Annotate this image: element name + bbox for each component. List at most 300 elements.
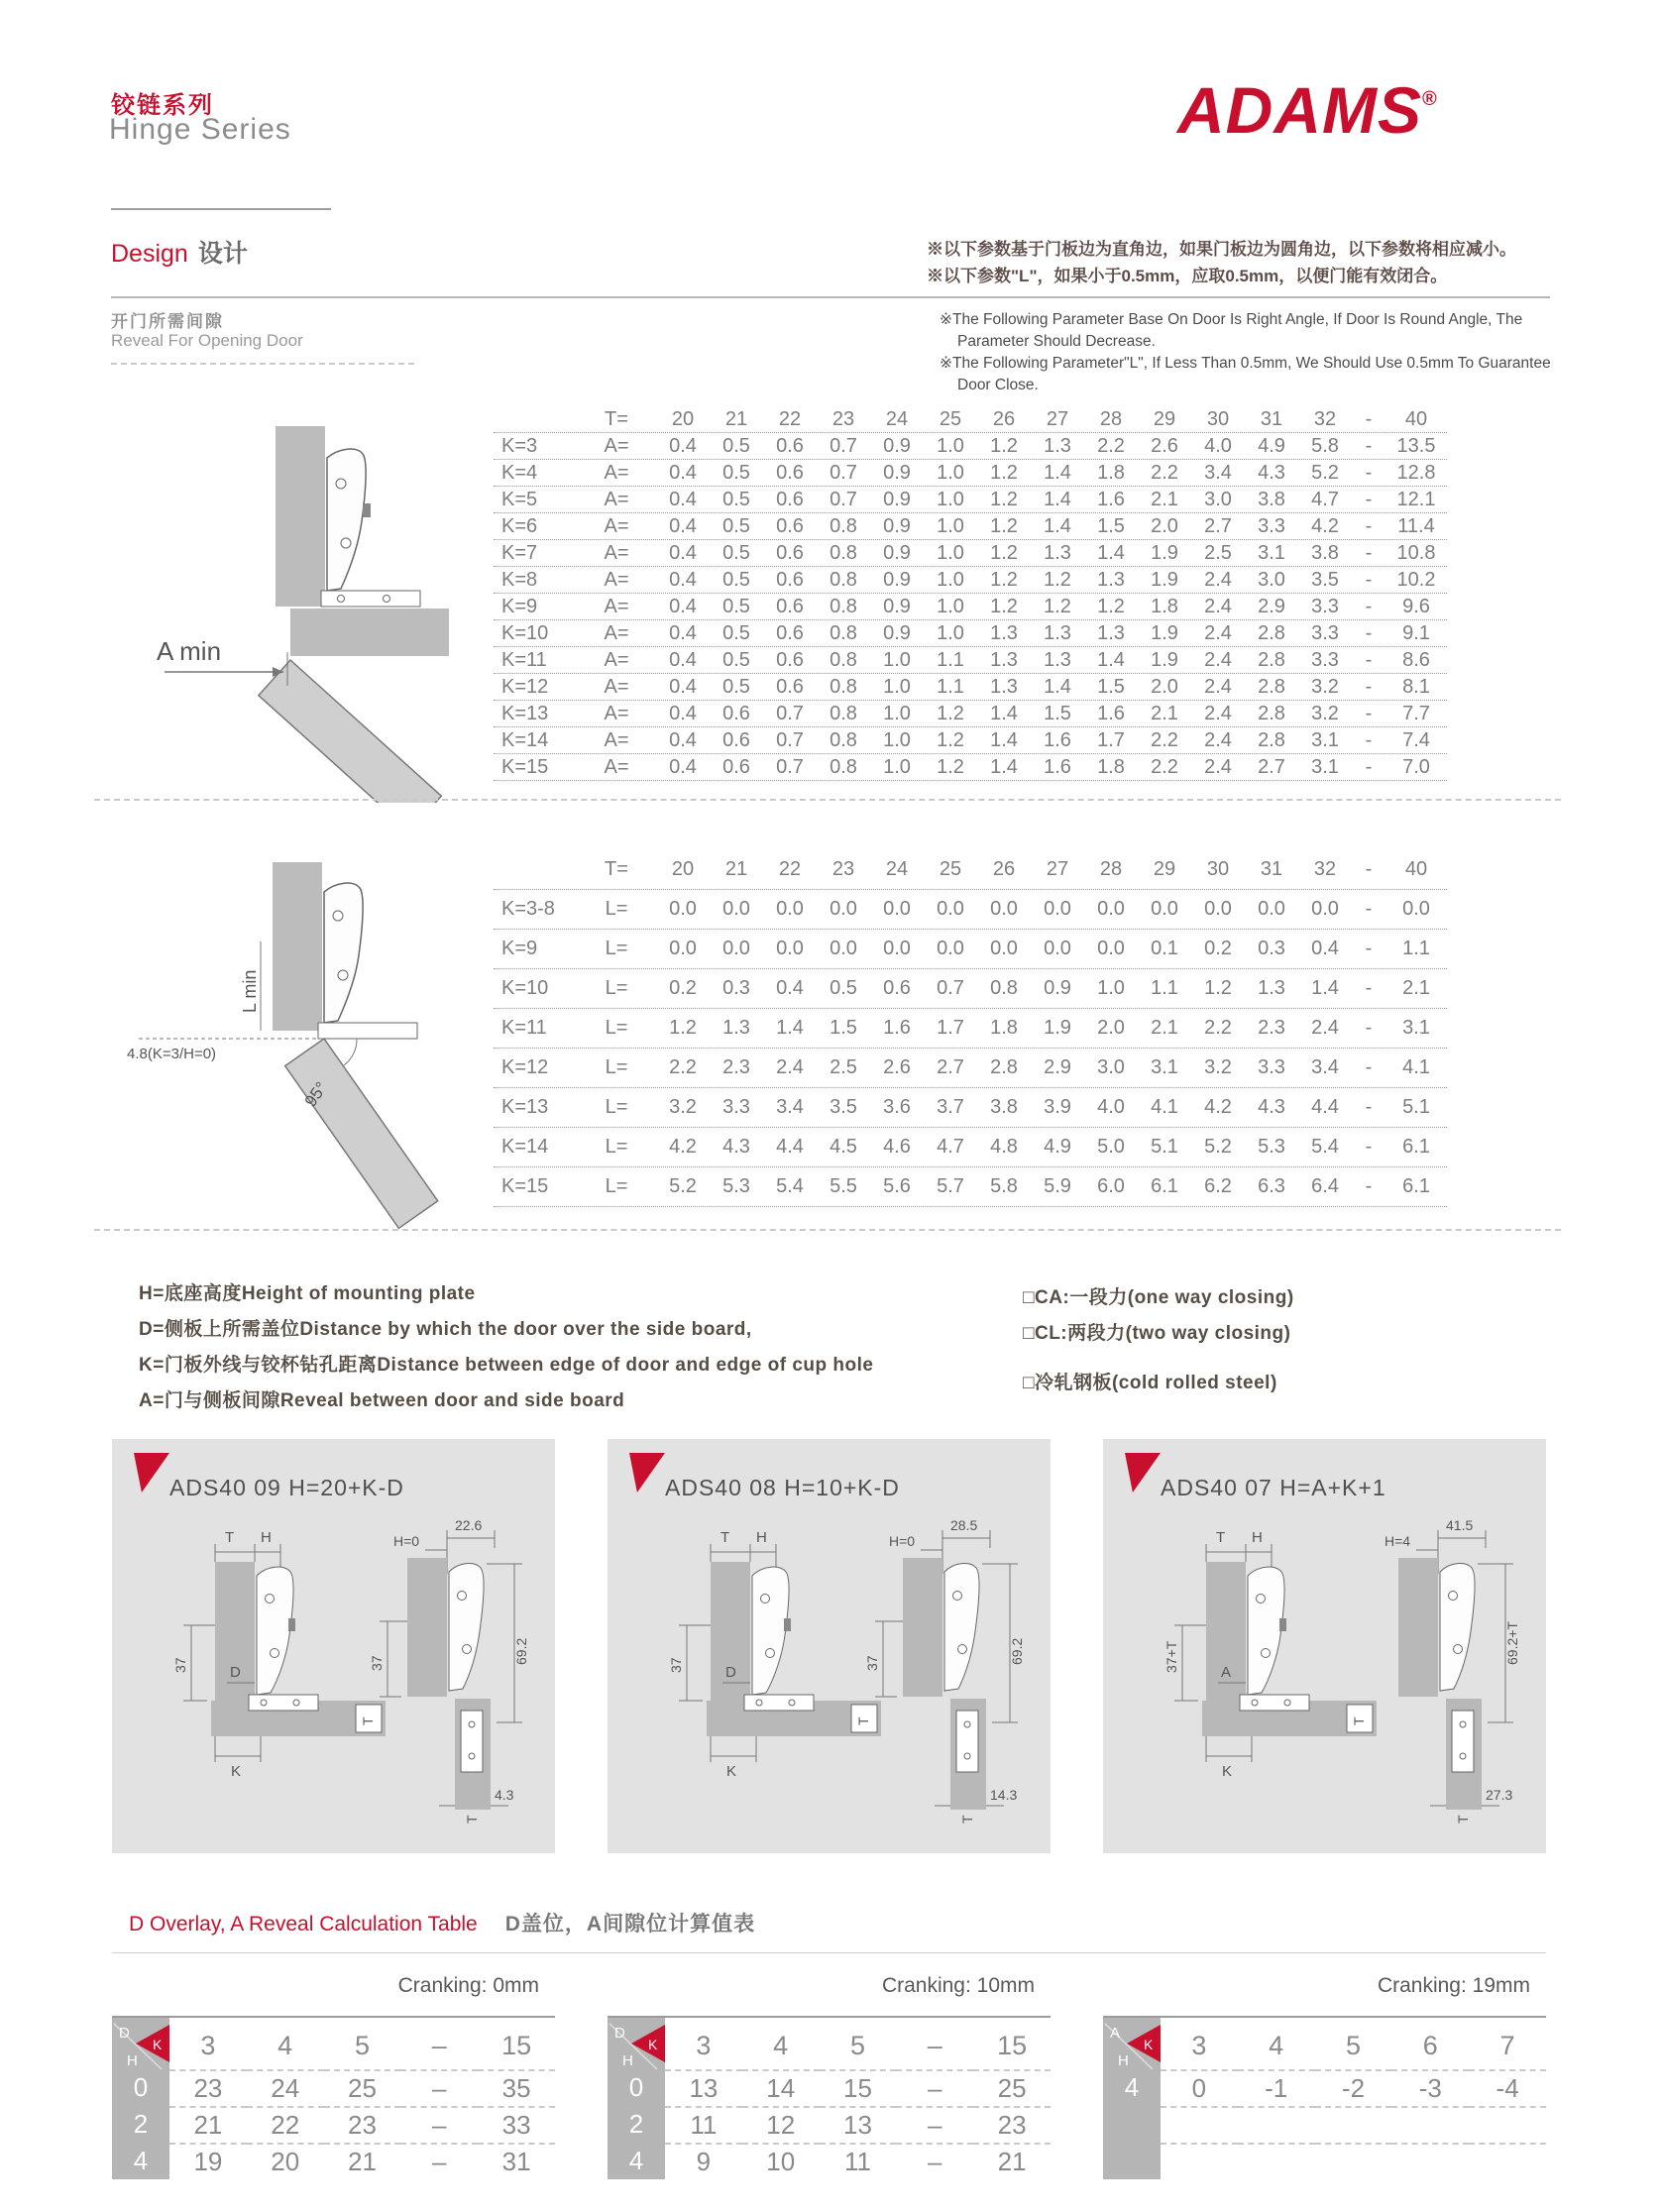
column-header: 28 <box>1099 858 1123 880</box>
corner-header-icon <box>1103 2018 1161 2069</box>
dim-height: 69.2+T <box>1504 1621 1520 1665</box>
table-cell: 7.7 <box>1402 702 1430 724</box>
door-panel <box>1398 1558 1438 1697</box>
table-row <box>494 1009 1447 1049</box>
column-header: 23 <box>831 407 855 430</box>
offset-label: 4.8(K=3/H=0) <box>127 1046 217 1062</box>
table-cell: 0.1 <box>1151 938 1178 959</box>
table-cell: 1.0 <box>937 514 964 537</box>
table-row <box>494 513 1447 540</box>
table-cell: 9 <box>665 2143 742 2179</box>
table-cell: 0.5 <box>722 434 750 457</box>
row-key: K=11 <box>501 1017 547 1039</box>
table-cell: 23 <box>973 2106 1051 2143</box>
row-key: K=9 <box>501 938 538 959</box>
table-cell: 2.4 <box>776 1056 804 1078</box>
table-row <box>494 1128 1447 1167</box>
table-cell: 5.4 <box>776 1175 804 1197</box>
table-cell: 0.8 <box>830 675 857 698</box>
table-cell: 3.2 <box>669 1096 697 1118</box>
table-cell: 2.2 <box>1151 755 1178 778</box>
table-row <box>494 1049 1447 1088</box>
column-header: 32 <box>1313 858 1337 880</box>
table-cell: 1.4 <box>990 728 1018 751</box>
svg-text:H: H <box>1118 2052 1129 2069</box>
table-cell: 2.2 <box>1097 434 1125 457</box>
table-cell: 3.1 <box>1402 1017 1430 1039</box>
table-cell: 5.0 <box>1097 1136 1125 1158</box>
note-en-2: ※The Following Parameter"L", If Less Than 0.5mm, We Should Use 0.5mm To Guarantee Door Close. <box>940 355 1551 393</box>
table-cell: 0.5 <box>722 648 750 671</box>
table-cell: 1.2 <box>1044 595 1071 617</box>
column-header: 25 <box>939 858 962 880</box>
table-cell: 19 <box>169 2143 247 2179</box>
dim-k: K <box>726 1763 737 1780</box>
legend-h: H=底座高度Height of mounting plate <box>139 1283 476 1304</box>
table-cell: 1.3 <box>1044 541 1071 564</box>
column-header: 15 <box>997 2031 1028 2060</box>
table-cell: 2.7 <box>1204 514 1232 537</box>
table-cell: – <box>896 2143 973 2179</box>
table-cell: - <box>1365 434 1373 457</box>
svg-text:H: H <box>127 2052 138 2069</box>
column-header: - <box>1365 407 1373 430</box>
table-cell: 11 <box>665 2106 742 2143</box>
table-cell-empty <box>1315 2106 1392 2143</box>
table-cell: 0.4 <box>669 621 697 644</box>
row-key: K=5 <box>501 488 538 510</box>
value-label: A= <box>604 568 629 591</box>
table-cell: 1.0 <box>937 461 964 484</box>
table-cell: 0.4 <box>669 728 697 751</box>
table-cell: 2.3 <box>722 1056 750 1078</box>
table-cell: 0.0 <box>830 938 857 959</box>
mounting-plate <box>1452 1711 1474 1772</box>
table-cell: 4.6 <box>883 1136 911 1158</box>
table-cell: 2.2 <box>1151 728 1178 751</box>
svg-text:D: D <box>119 2025 130 2042</box>
table-cell: 5.3 <box>722 1175 750 1197</box>
table-cell: - <box>1365 541 1373 564</box>
value-label: L= <box>605 1056 628 1078</box>
table-cell: - <box>1365 568 1373 591</box>
table-cell: 21 <box>169 2106 247 2143</box>
legend-ca: □CA:一段力(one way closing) <box>1023 1287 1294 1308</box>
column-header: 22 <box>778 407 802 430</box>
table-cell: 3.1 <box>1311 728 1339 751</box>
column-header: 20 <box>671 858 695 880</box>
table-cell: 0.4 <box>669 461 697 484</box>
table-cell: 1.4 <box>1311 977 1339 999</box>
table-cell: 0.7 <box>830 461 857 484</box>
table-cell: 1.4 <box>990 755 1018 778</box>
table-cell: 5.2 <box>669 1175 697 1197</box>
table-cell: 0.0 <box>722 938 750 959</box>
mounting-plate <box>956 1711 978 1772</box>
value-label: L= <box>605 938 628 959</box>
table-cell: 4.4 <box>776 1136 804 1158</box>
legend-k: K=门板外线与铰杯钻孔距离Distance between edge of door and edge of cup hole <box>139 1355 874 1376</box>
table-cell: 0.9 <box>883 434 911 457</box>
dim-hval: H=0 <box>889 1533 916 1549</box>
table-cell: 1.0 <box>937 595 964 617</box>
table-row <box>494 754 1447 781</box>
table-row <box>494 487 1447 513</box>
table-cell: 2.6 <box>1151 434 1178 457</box>
table-cell: 0.5 <box>722 461 750 484</box>
table-cell: 1.8 <box>1151 595 1178 617</box>
table-cell: 2.4 <box>1204 568 1232 591</box>
table-cell: 0.4 <box>669 568 697 591</box>
calc-table <box>1103 2016 1546 2179</box>
table-cell: 3.3 <box>1311 595 1339 617</box>
table-header-row <box>1103 2018 1546 2069</box>
table-cell: 0.0 <box>990 938 1018 959</box>
row-key: K=7 <box>501 541 538 564</box>
table-cell: 0.6 <box>776 461 804 484</box>
table-cell: – <box>896 2069 973 2106</box>
table-stub-row <box>1103 2106 1546 2143</box>
hinge-clip <box>363 503 371 517</box>
table-cell: 33 <box>478 2106 555 2143</box>
table-cell: 2.4 <box>1204 621 1232 644</box>
section1-label-en: Reveal For Opening Door <box>111 331 303 350</box>
table-row <box>494 433 1447 460</box>
table-row <box>494 890 1447 930</box>
table-cell: 23 <box>324 2106 401 2143</box>
table-cell: 1.5 <box>1097 514 1125 537</box>
table-cell: 0.5 <box>722 541 750 564</box>
svg-text:A: A <box>1110 2025 1121 2042</box>
t-label: T= <box>605 407 628 430</box>
column-header: 26 <box>992 858 1016 880</box>
table-cell: 0.0 <box>1311 898 1339 920</box>
mounting-plate <box>249 1695 318 1711</box>
calc-title-cn: D盖位，A间隙位计算值表 <box>504 1913 756 1936</box>
table-cell: 2.4 <box>1204 728 1232 751</box>
table-cell: 0.6 <box>776 621 804 644</box>
table-cell: 1.3 <box>1097 621 1125 644</box>
column-header: – <box>431 2031 447 2060</box>
mounting-plate <box>461 1711 483 1772</box>
table-cell: 8.1 <box>1402 675 1430 698</box>
panel-diagram-container <box>1119 1514 1527 1836</box>
table-cell-empty <box>1469 2143 1546 2179</box>
table-cell: 15 <box>820 2069 897 2106</box>
header-rule <box>111 208 331 210</box>
table-cell: 9.1 <box>1402 621 1430 644</box>
table-row <box>112 2106 555 2143</box>
table-cell: 1.2 <box>1204 977 1232 999</box>
door-panel <box>903 1558 942 1697</box>
table-row <box>608 2143 1051 2179</box>
table-cell: 2.0 <box>1097 1017 1125 1039</box>
dim-t-rot: T <box>855 1716 871 1725</box>
dim-bottom: 4.3 <box>495 1787 514 1803</box>
column-header: 31 <box>1260 407 1283 430</box>
table-header-row <box>494 406 1447 433</box>
table-cell: – <box>896 2106 973 2143</box>
table-stub-row <box>1103 2143 1546 2179</box>
table-cell: 0.9 <box>883 568 911 591</box>
dim-h: H <box>261 1529 272 1546</box>
table-cell: 5.3 <box>1258 1136 1285 1158</box>
calc-title <box>129 1908 755 1937</box>
table-cell: 25 <box>324 2069 401 2106</box>
table-cell: 2.4 <box>1204 702 1232 724</box>
table-cell: 0.6 <box>776 488 804 510</box>
table-cell: 5.8 <box>990 1175 1018 1197</box>
calc-title-en: D Overlay, A Reveal Calculation Table <box>129 1913 478 1936</box>
hinge-screw <box>333 911 343 921</box>
table-cell: 1.2 <box>990 434 1018 457</box>
table-cell: 1.6 <box>1044 755 1071 778</box>
note-en-1: ※The Following Parameter Base On Door Is Right Angle, If Door Is Round Angle, The Parameter Should Decrease. <box>940 311 1523 350</box>
panel-diagram <box>623 1514 1032 1831</box>
table-cell: 2.0 <box>1151 514 1178 537</box>
legend-a: A=门与侧板间隙Reveal between door and side board <box>139 1390 625 1411</box>
table-cell: 3.3 <box>1311 648 1339 671</box>
dim-t: T <box>720 1529 730 1546</box>
column-header: 30 <box>1206 858 1230 880</box>
dim-hval: H=0 <box>393 1533 420 1549</box>
table-cell: 0.6 <box>776 595 804 617</box>
design-heading-cn: 设计 <box>197 240 248 268</box>
table-cell: 12 <box>742 2106 820 2143</box>
table-cell: 5.1 <box>1402 1096 1430 1118</box>
table-cell: 2.4 <box>1204 675 1232 698</box>
table-cell: 6.4 <box>1311 1175 1339 1197</box>
table-cell: 4.3 <box>1258 1096 1285 1118</box>
dim-height: 69.2 <box>1009 1637 1025 1665</box>
dim-t-rot: T <box>1455 1815 1471 1824</box>
table-cell: – <box>400 2106 478 2143</box>
table-row <box>494 594 1447 620</box>
table-cell: 0.6 <box>883 977 911 999</box>
mounting-plate <box>318 1023 417 1039</box>
table-cell: 2.2 <box>669 1056 697 1078</box>
table-cell: 1.0 <box>937 488 964 510</box>
column-header: 28 <box>1099 407 1123 430</box>
table-cell: 0.0 <box>1044 938 1071 959</box>
table-cell: 2.7 <box>1258 755 1285 778</box>
door-panel <box>407 1558 447 1697</box>
table-cell: 0.9 <box>883 514 911 537</box>
calc-table-10mm <box>608 1974 1051 2179</box>
note-cn-1: ※以下参数基于门板边为直角边，如果门板边为圆角边，以下参数将相应减小。 <box>927 240 1516 259</box>
table-cell: 0.5 <box>722 514 750 537</box>
table-cell: 4.5 <box>830 1136 857 1158</box>
table-cell: 0.6 <box>776 434 804 457</box>
column-header: 20 <box>671 407 695 430</box>
table-cell-empty <box>1315 2143 1392 2179</box>
notes-cn <box>927 236 1571 289</box>
table-cell: 4.0 <box>1204 434 1232 457</box>
row-key: K=9 <box>501 595 538 617</box>
table-cell: 4.8 <box>990 1136 1018 1158</box>
row-header: 4 <box>112 2143 169 2179</box>
table-cell: 25 <box>973 2069 1051 2106</box>
section1-dashed-rule <box>111 363 414 365</box>
column-header: 3 <box>696 2031 712 2060</box>
table-cell: 3.4 <box>776 1096 804 1118</box>
panel-ads40-09 <box>112 1439 555 1853</box>
corner-triangle-icon <box>134 1453 169 1493</box>
table-cell: 0.0 <box>669 938 697 959</box>
row-header: 2 <box>112 2106 169 2143</box>
table-cell: 5.2 <box>1311 461 1339 484</box>
table-cell: – <box>400 2143 478 2179</box>
table-cell: 0.4 <box>669 434 697 457</box>
table-cell: 0.4 <box>1311 938 1339 959</box>
side-board <box>290 608 449 656</box>
value-label: A= <box>604 434 629 457</box>
row-key: K=15 <box>501 1175 549 1197</box>
table-cell: 5.5 <box>830 1175 857 1197</box>
note-cn-2: ※以下参数"L"，如果小于0.5mm，应取0.5mm，以便门能有效闭合。 <box>927 267 1448 285</box>
column-header: 4 <box>1269 2031 1284 2060</box>
table-cell: - <box>1365 1096 1373 1118</box>
dim-h: H <box>756 1529 767 1546</box>
table-row <box>494 701 1447 727</box>
svg-text:H: H <box>622 2052 633 2069</box>
hinge-arm <box>324 883 363 1023</box>
value-label: A= <box>604 461 629 484</box>
column-header: 29 <box>1153 858 1176 880</box>
table-cell: 2.2 <box>1204 1017 1232 1039</box>
table-cell: 4.1 <box>1402 1056 1430 1078</box>
row-key: K=10 <box>501 977 549 999</box>
table-row <box>494 620 1447 647</box>
table-cell: 4.3 <box>1258 461 1285 484</box>
table-cell: 3.3 <box>1258 514 1285 537</box>
table-cell: 3.5 <box>830 1096 857 1118</box>
row-key: K=12 <box>501 1056 549 1078</box>
mounting-plate <box>1240 1695 1309 1711</box>
table-cell: 11 <box>820 2143 897 2179</box>
table-cell: 21 <box>973 2143 1051 2179</box>
row-key: K=6 <box>501 514 538 537</box>
table-cell: 1.3 <box>1044 434 1071 457</box>
column-header: 40 <box>1404 407 1428 430</box>
panel-title: ADS40 07 H=A+K+1 <box>1161 1475 1386 1500</box>
calc-table <box>608 2016 1051 2179</box>
panel-title: ADS40 08 H=10+K-D <box>665 1475 900 1500</box>
dim-t: T <box>1216 1529 1226 1546</box>
table-cell: 0.7 <box>776 702 804 724</box>
dim-side: 37+T <box>1163 1640 1179 1673</box>
table-cell: 0.6 <box>776 568 804 591</box>
table-cell: 1.6 <box>1044 728 1071 751</box>
value-label: A= <box>604 541 629 564</box>
table-cell: 2.8 <box>1258 648 1285 671</box>
corner-header <box>608 2018 665 2074</box>
angle-arc <box>344 1039 357 1065</box>
dim-t-rot: T <box>360 1716 376 1725</box>
column-header: 26 <box>992 407 1016 430</box>
table-cell: 1.8 <box>990 1017 1018 1039</box>
table-cell: 2.4 <box>1204 595 1232 617</box>
table-cell: 1.0 <box>937 541 964 564</box>
table-cell: 1.2 <box>990 568 1018 591</box>
row-key: K=12 <box>501 675 549 698</box>
hinge-arm <box>752 1567 789 1695</box>
table-cell: 1.2 <box>990 461 1018 484</box>
panel-diagram-container <box>623 1514 1032 1836</box>
table-cell: 10 <box>742 2143 820 2179</box>
table-cell: 3.8 <box>990 1096 1018 1118</box>
table-cell: 1.0 <box>883 755 911 778</box>
table-cell: 0.5 <box>722 488 750 510</box>
door-panel <box>276 426 325 607</box>
dim-top: 22.6 <box>455 1517 483 1533</box>
table-cell: 0.9 <box>883 461 911 484</box>
table-cell: 0.6 <box>776 541 804 564</box>
row-key: K=14 <box>501 728 549 751</box>
l-min-label: L min <box>240 969 260 1013</box>
column-header: 4 <box>773 2031 789 2060</box>
legend-steel: □冷轧钢板(cold rolled steel) <box>1023 1373 1277 1393</box>
table-cell: -1 <box>1238 2069 1315 2106</box>
table-cell: 0.4 <box>669 541 697 564</box>
table-cell: 0.4 <box>669 488 697 510</box>
row-key: K=3-8 <box>501 898 555 920</box>
table-cell: - <box>1365 728 1373 751</box>
table-cell: -3 <box>1391 2069 1469 2106</box>
table-cell: 4.2 <box>669 1136 697 1158</box>
column-header: 21 <box>724 858 748 880</box>
table-cell: 7.4 <box>1402 728 1430 751</box>
table-cell: 0.0 <box>1151 898 1178 920</box>
table-cell: 0.5 <box>722 568 750 591</box>
column-header: 22 <box>778 858 802 880</box>
table-cell: 1.3 <box>990 648 1018 671</box>
table-cell: 3.8 <box>1258 488 1285 510</box>
calc-table-19mm <box>1103 1974 1546 2179</box>
cranking-label: Cranking: 10mm <box>881 1974 1035 1997</box>
table-row <box>494 647 1447 674</box>
table-cell: 23 <box>169 2069 247 2106</box>
table-cell: 35 <box>478 2069 555 2106</box>
dim-bottom: 27.3 <box>1486 1787 1513 1803</box>
table-cell: 0.9 <box>883 488 911 510</box>
dim-side: 37 <box>172 1657 188 1673</box>
table-cell: 2.5 <box>1204 541 1232 564</box>
table-cell: 1.4 <box>1097 541 1125 564</box>
table-cell: 1.3 <box>722 1017 750 1039</box>
column-header: 30 <box>1206 407 1230 430</box>
table-cell: 31 <box>478 2143 555 2179</box>
table-cell: 0.5 <box>830 977 857 999</box>
column-header: – <box>927 2031 942 2060</box>
dim-overlay: D <box>725 1664 736 1681</box>
table-cell: 3.3 <box>1258 1056 1285 1078</box>
table-cell: 0.0 <box>722 898 750 920</box>
table-header-row <box>112 2018 555 2069</box>
hinge-arm <box>1248 1567 1284 1695</box>
table-cell: - <box>1365 898 1373 920</box>
table-cell: 0.5 <box>722 621 750 644</box>
table-cell: 2.1 <box>1151 1017 1178 1039</box>
table-cell: 5.9 <box>1044 1175 1071 1197</box>
table-cell: - <box>1365 595 1373 617</box>
calc-divider <box>112 1952 1546 1953</box>
mounting-plate <box>744 1695 814 1711</box>
dim-t-rot: T <box>464 1815 480 1824</box>
table-header-row <box>608 2018 1051 2069</box>
calc-table-0mm <box>112 1974 555 2179</box>
table-cell: 1.8 <box>1097 755 1125 778</box>
